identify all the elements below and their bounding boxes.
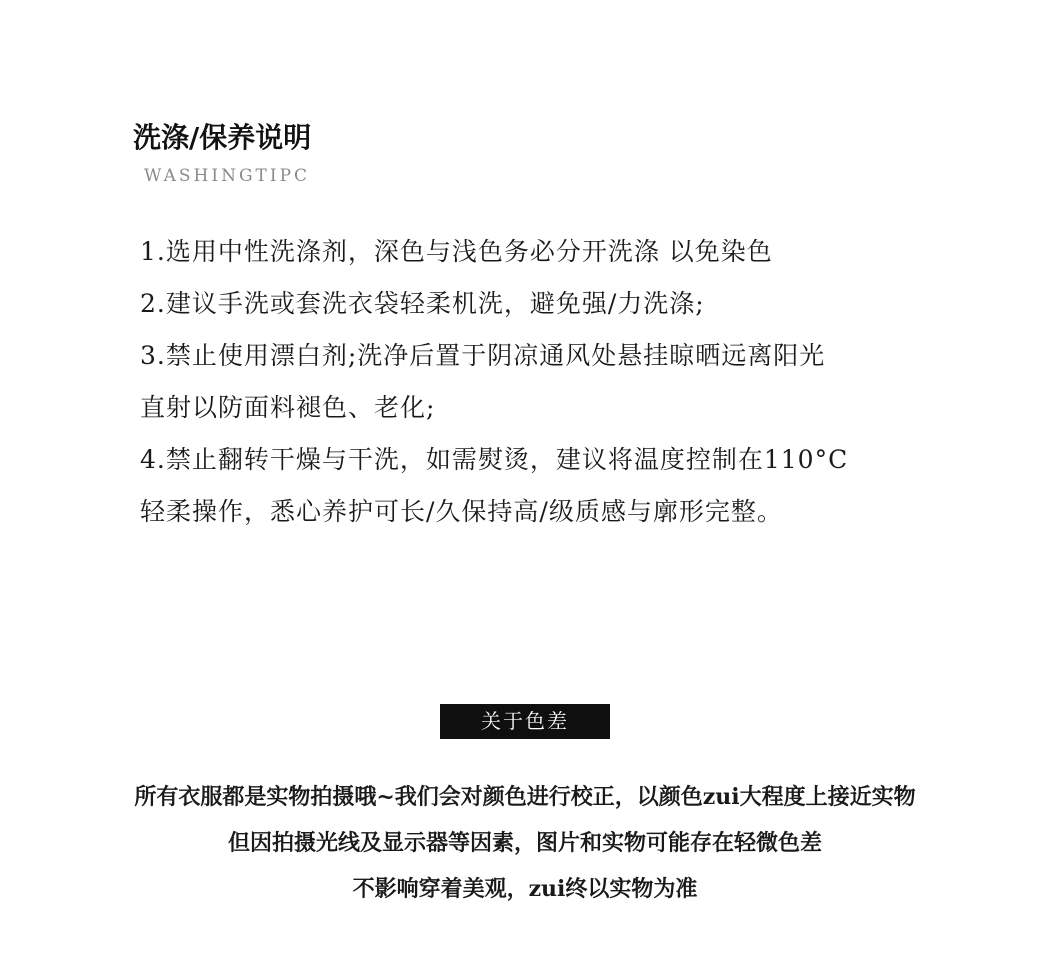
tip-line: 轻柔操作，悉心养护可长/久保持高/级质感与廓形完整。 (140, 497, 783, 526)
washing-tips-list (140, 226, 1010, 538)
tip-line: 直射以防面料褪色、老化; (140, 393, 436, 422)
washing-title: 洗涤/保养说明 (133, 121, 312, 154)
color-difference-badge: 关于色差 (440, 704, 610, 739)
color-difference-notes (0, 774, 1050, 912)
note-line: 所有衣服都是实物拍摄哦~我们会对颜色进行校正，以颜色zui大程度上接近实物 (134, 784, 916, 810)
tip-line: 3.禁止使用漂白剂;洗净后置于阴凉通风处悬挂晾晒远离阳光 (140, 341, 826, 370)
washing-subtitle: WASHINGTIPC (144, 166, 311, 186)
tip-line: 4.禁止翻转干燥与干洗，如需熨烫，建议将温度控制在110°C (140, 445, 849, 474)
tip-line: 2.建议手洗或套洗衣袋轻柔机洗，避免强/力洗涤; (140, 289, 705, 318)
tip-line: 1.选用中性洗涤剂，深色与浅色务必分开洗涤 以免染色 (140, 237, 773, 266)
note-line: 不影响穿着美观，zui终以实物为准 (352, 876, 698, 902)
note-line: 但因拍摄光线及显示器等因素，图片和实物可能存在轻微色差 (227, 830, 822, 856)
